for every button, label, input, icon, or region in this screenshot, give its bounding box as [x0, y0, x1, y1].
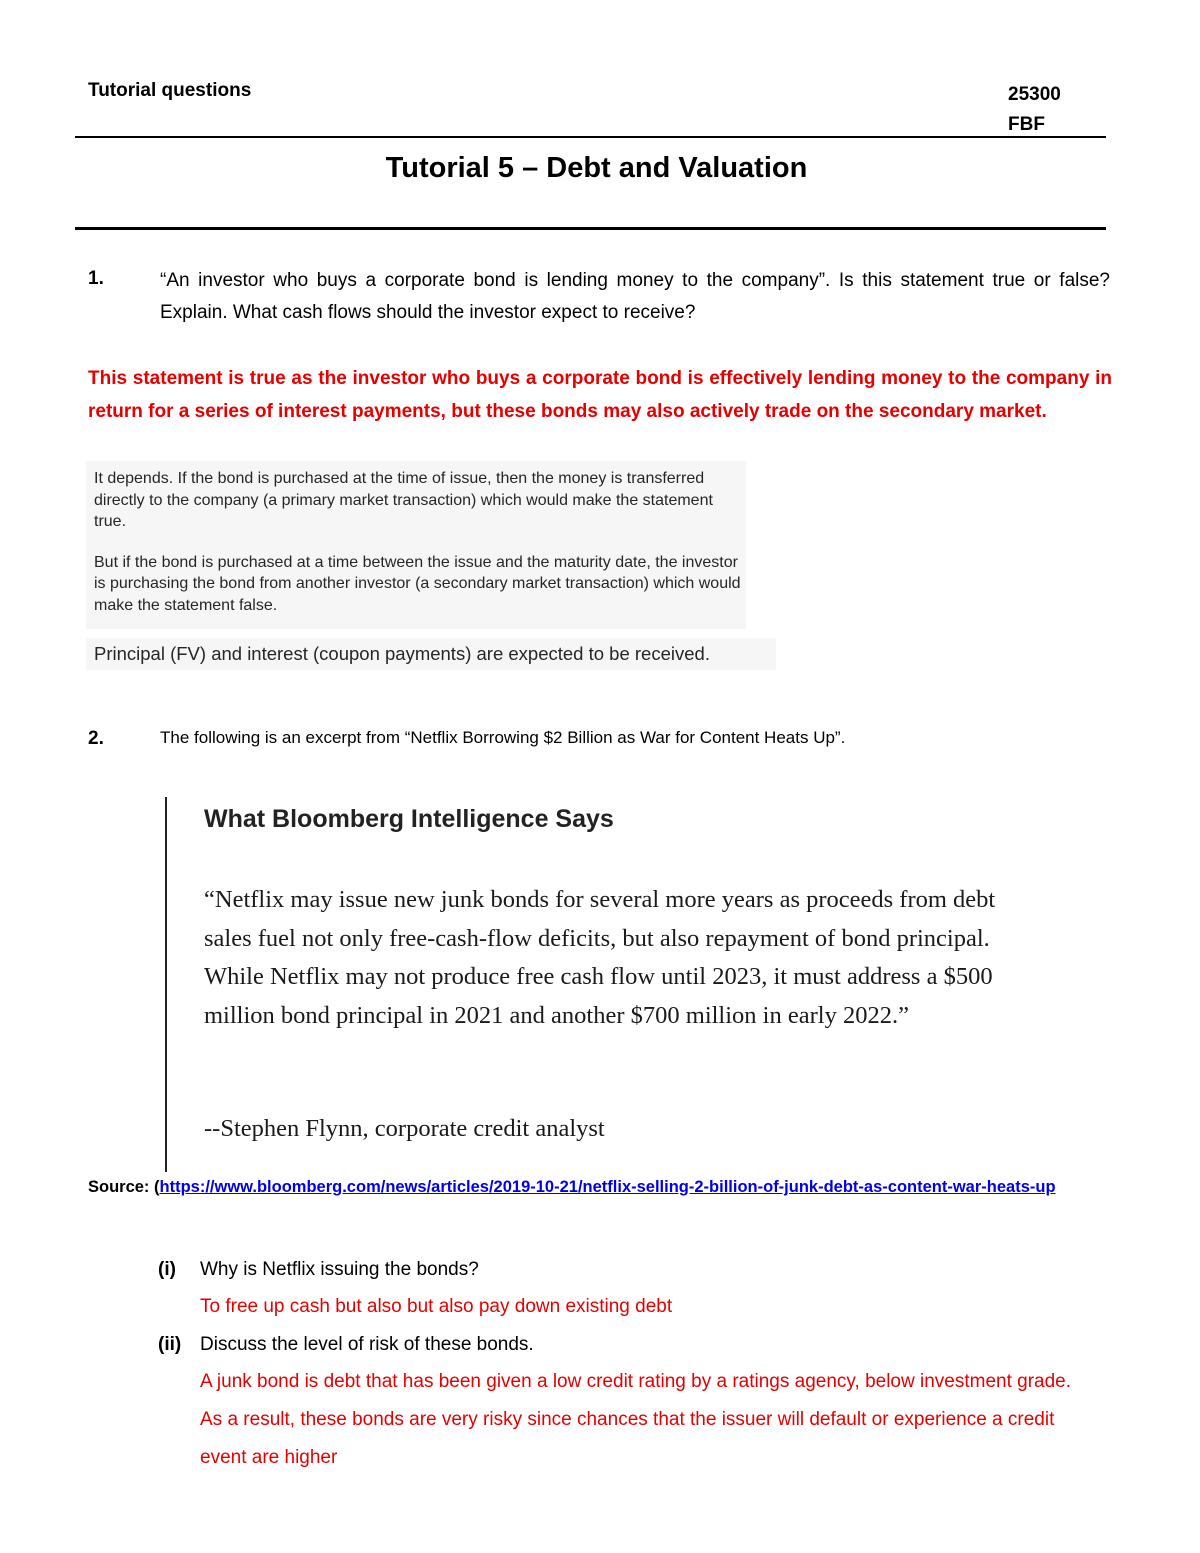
quote-heading: What Bloomberg Intelligence Says: [204, 805, 614, 833]
subquestion-i-answer: To free up cash but also but also pay down existing debt: [200, 1296, 673, 1317]
subquestion-i-number: (i): [158, 1259, 176, 1280]
subquestion-ii-answer: A junk bond is debt that has been given a low credit rating by a ratings agency, below investment grade. As a result, these bonds are very risky since chances that the issuer will default or experience a credit event are higher: [200, 1371, 1072, 1468]
answer-excerpt-image-2: [86, 638, 776, 670]
answer-excerpt-image: [86, 461, 746, 629]
quote-body: “Netflix may issue new junk bonds for several more years as proceeds from debt sales fuel not only free-cash-flow deficits, but also repayment of bond principal. While Netflix may not produce free cash flow until 2023, it must address a $500 million bond principal in 2021 and another $700 million in early 2022.”: [204, 886, 996, 1029]
source-line: [88, 1178, 1056, 1197]
quote-author: --Stephen Flynn, corporate credit analyst: [204, 1115, 605, 1142]
question-1-text: “An investor who buys a corporate bond is lending money to the company”. Is this statement true or false? Explain. What cash flows should the investor expect to receive?: [160, 270, 1110, 323]
excerpt-paragraph-2: But if the bond is purchased at a time between the issue and the maturity date, the investor is purchasing the bond from another investor (a secondary market transaction) which would make the statement false.: [94, 553, 741, 614]
source-label: Source: (: [88, 1178, 160, 1196]
question-1-number: 1.: [88, 268, 104, 289]
header-title: Tutorial questions: [88, 80, 252, 101]
source-link[interactable]: https://www.bloomberg.com/news/articles/2019-10-21/netflix-selling-2-billion-of-junk-debt-as-content-war-heats-up: [159, 1178, 1056, 1196]
header-divider: [75, 136, 1106, 138]
header-course-unit: FBF: [1008, 114, 1045, 135]
question-1-answer: This statement is true as the investor who buys a corporate bond is effectively lending money to the company in return for a series of interest payments, but these bonds may also actively trade on the secondary market.: [88, 368, 1112, 422]
question-2-number: 2.: [88, 728, 104, 749]
excerpt-paragraph-3: Principal (FV) and interest (coupon payments) are expected to be received.: [94, 643, 710, 664]
page-title: Tutorial 5 – Debt and Valuation: [385, 152, 808, 184]
subquestion-ii-text: Discuss the level of risk of these bonds.: [200, 1334, 534, 1355]
header-course: [1008, 80, 1061, 140]
subquestion-i-text: Why is Netflix issuing the bonds?: [200, 1259, 479, 1280]
title-divider: [75, 227, 1106, 230]
question-2-text: The following is an excerpt from “Netflix Borrowing $2 Billion as War for Content Heats Up”.: [160, 728, 846, 747]
header-course-code: 25300: [1008, 84, 1061, 105]
subquestion-ii-number: (ii): [158, 1334, 182, 1355]
bloomberg-quote: [165, 797, 1047, 1172]
excerpt-paragraph-1: It depends. If the bond is purchased at the time of issue, then the money is transferred directly to the company (a primary market transaction) which would make the statement true.: [94, 470, 713, 530]
